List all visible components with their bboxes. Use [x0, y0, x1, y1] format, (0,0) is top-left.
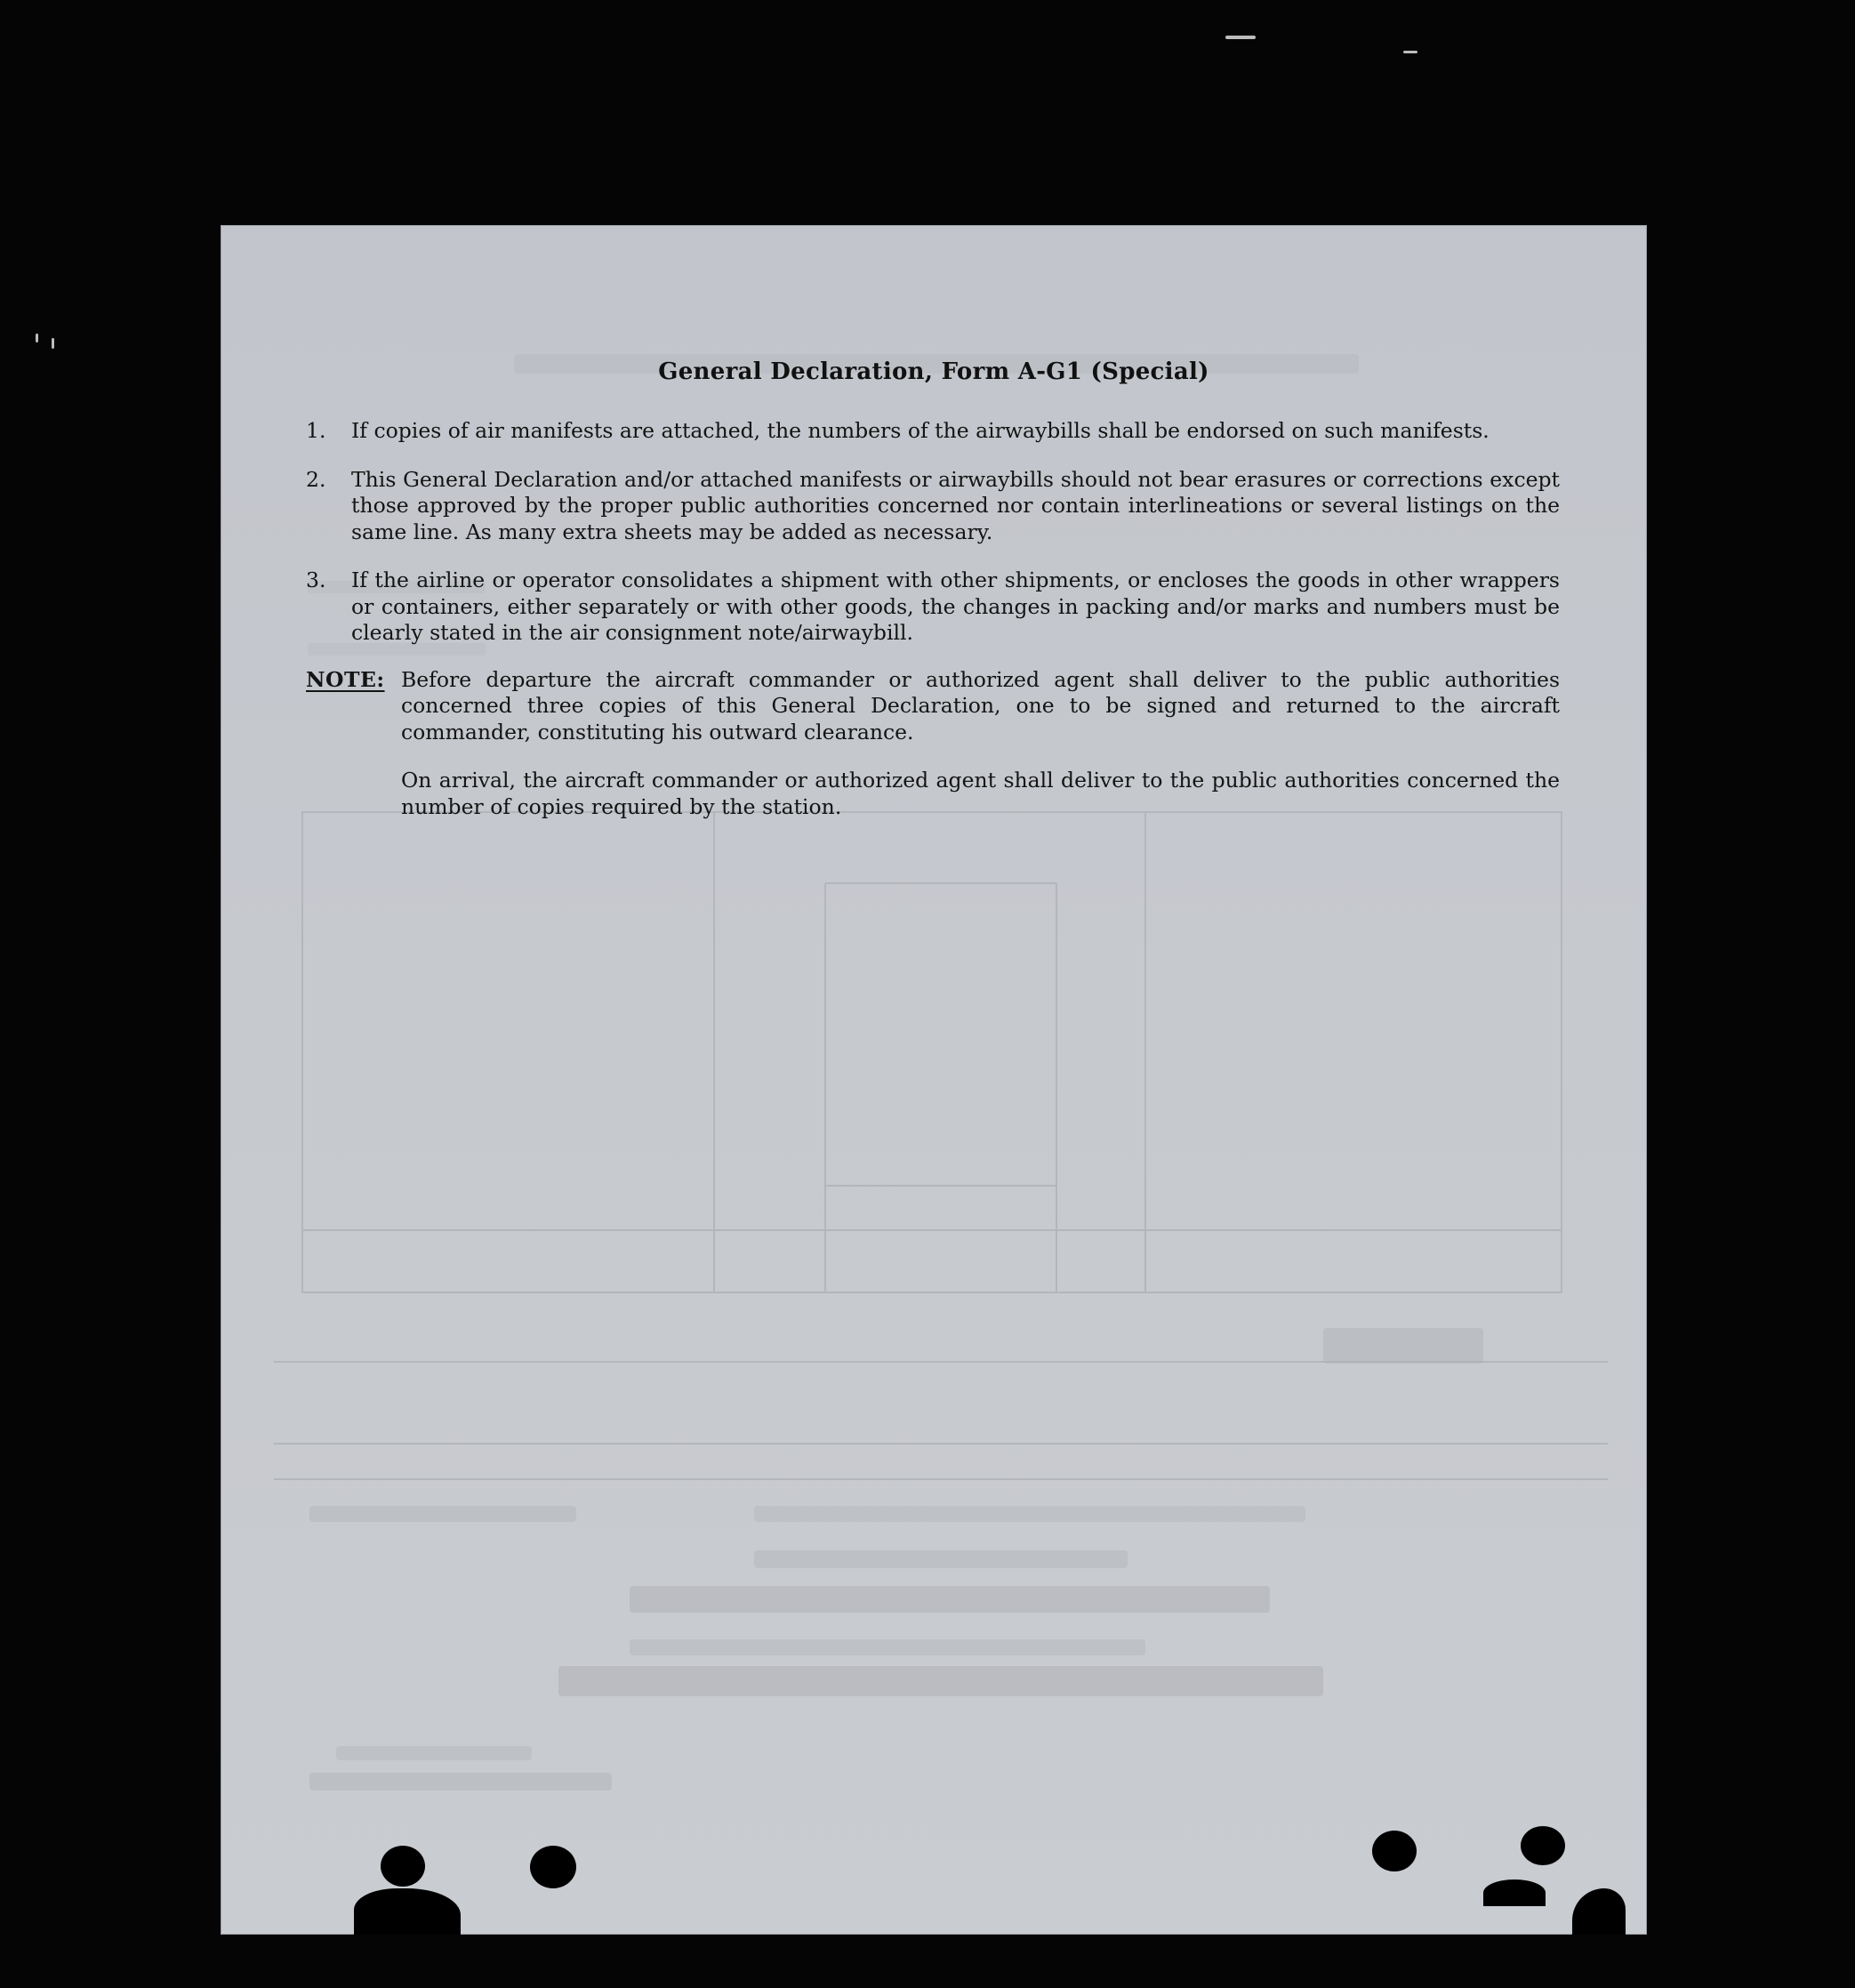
item-number: 2.: [306, 466, 326, 492]
note-block: [306, 667, 1560, 843]
torn-edge: [354, 1888, 461, 1935]
item-number: 1.: [306, 418, 326, 443]
punch-hole: [381, 1846, 425, 1887]
note-label: NOTE:: [306, 666, 385, 692]
punch-hole: [1372, 1831, 1417, 1871]
note-paragraph: Before departure the aircraft commander or authorized agent shall deliver to the public authorities concerned three copies of this General Declaration, one to be signed and returned to the aircraft commander, constituting his outward clearance.: [401, 666, 1560, 744]
item-number: 3.: [306, 567, 326, 592]
list-item: [306, 418, 1560, 445]
list-item: [306, 567, 1560, 647]
torn-edge: [1572, 1888, 1626, 1935]
dust-speck: [36, 334, 38, 342]
item-text: If the airline or operator consolidates a shipment with other shipments, or encloses the goods in other wrappers or containers, either separately or with other goods, the changes in packing and/or marks and numbers must be clearly stated in the air consignment note/airwaybill.: [351, 567, 1560, 645]
note-paragraph: On arrival, the aircraft commander or authorized agent shall deliver to the public authorities concerned the number of copies required by the station.: [401, 768, 1560, 819]
page-title: General Declaration, Form A-G1 (Special): [658, 358, 1209, 385]
dust-speck: [52, 338, 54, 349]
dust-speck: [1403, 51, 1417, 53]
torn-edge: [1483, 1879, 1546, 1906]
list-item: [306, 467, 1560, 546]
item-text: This General Declaration and/or attached manifests or airwaybills should not bear erasures or corrections except those approved by the proper public authorities concerned nor contain interlineations or several listings on the same line. As many extra sheets may be added as necessary.: [351, 466, 1560, 544]
punch-hole: [1521, 1826, 1565, 1865]
dust-speck: [1225, 36, 1256, 39]
form-sheet: [221, 225, 1647, 1935]
instructions-list: [306, 418, 1560, 842]
punch-hole: [530, 1846, 576, 1888]
item-text: If copies of air manifests are attached, the numbers of the airwaybills shall be endorsed on such manifests.: [351, 418, 1490, 443]
